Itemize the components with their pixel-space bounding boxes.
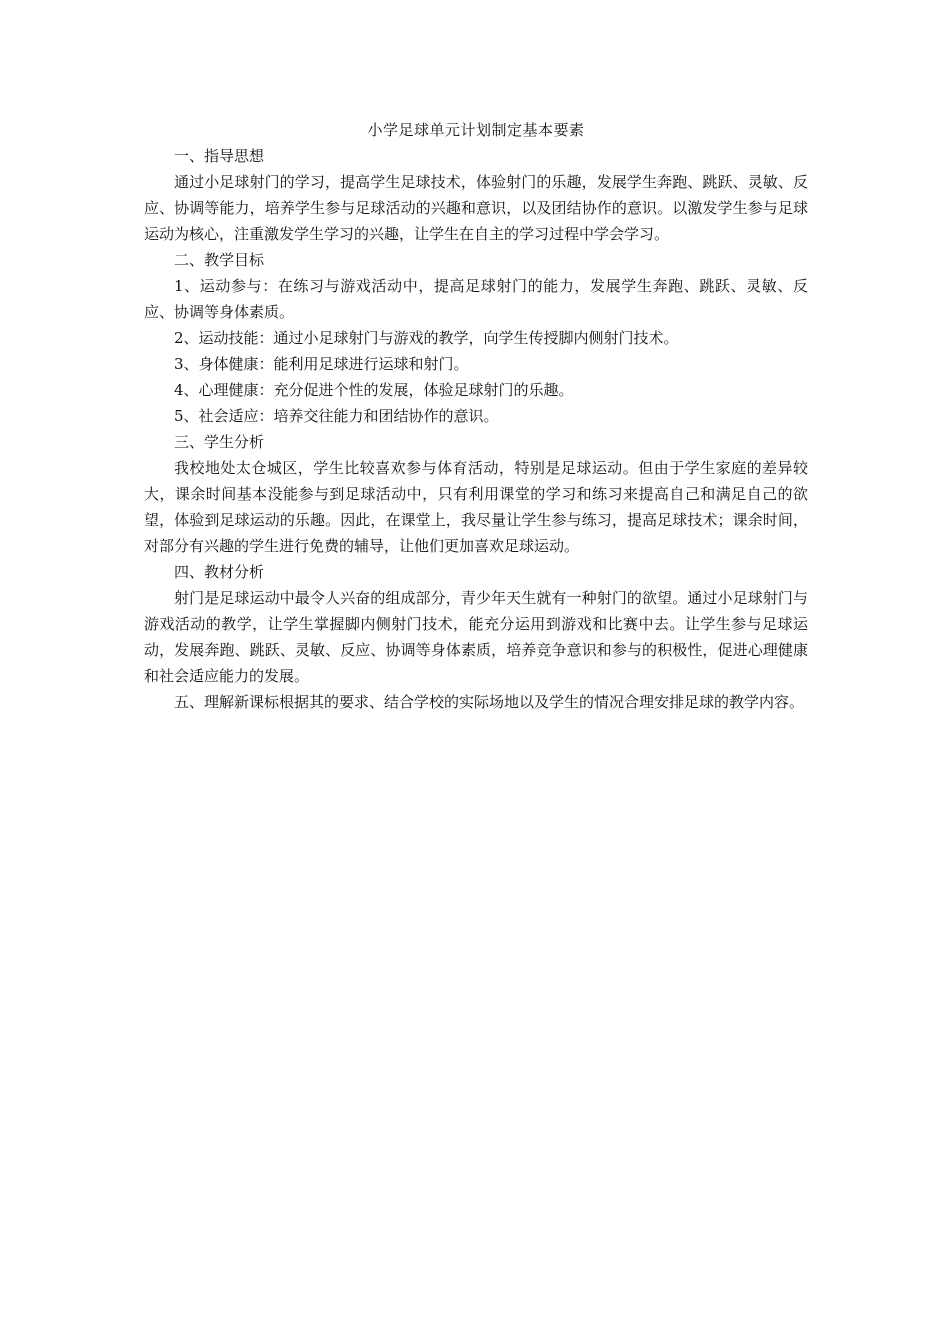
list-item: 5、社会适应：培养交往能力和团结协作的意识。 [174, 407, 499, 425]
section-heading: 二、教学目标 [174, 251, 265, 269]
list-item: 3、身体健康：能利用足球进行运球和射门。 [174, 355, 469, 373]
list-item: 1、运动参与：在练习与游戏活动中，提高足球射门的能力，发展学生奔跑、跳跃、灵敏、反应、协调等身体素质。 [144, 277, 808, 321]
paragraph: 通过小足球射门的学习，提高学生足球技术，体验射门的乐趣，发展学生奔跑、跳跃、灵敏、反应、协调等能力，培养学生参与足球活动的兴趣和意识，以及团结协作的意识。以激发学生参与足球运动为核心，注重激发学生学习的兴趣，让学生在自主的学习过程中学会学习。 [144, 173, 808, 243]
document-body [144, 117, 808, 715]
list-item: 4、心理健康：充分促进个性的发展，体验足球射门的乐趣。 [174, 381, 574, 399]
list-item: 2、运动技能：通过小足球射门与游戏的教学，向学生传授脚内侧射门技术。 [174, 329, 679, 347]
section-heading: 四、教材分析 [174, 563, 265, 581]
paragraph: 五、理解新课标根据其的要求、结合学校的实际场地以及学生的情况合理安排足球的教学内容。 [174, 693, 805, 711]
paragraph: 射门是足球运动中最令人兴奋的组成部分，青少年天生就有一种射门的欲望。通过小足球射门与游戏活动的教学，让学生掌握脚内侧射门技术，能充分运用到游戏和比赛中去。让学生参与足球运动，发展奔跑、跳跃、灵敏、反应、协调等身体素质，培养竞争意识和参与的积极性，促进心理健康和社会适应能力的发展。 [144, 589, 808, 685]
section-heading: 三、学生分析 [174, 433, 265, 451]
paragraph: 我校地处太仓城区，学生比较喜欢参与体育活动，特别是足球运动。但由于学生家庭的差异较大，课余时间基本没能参与到足球活动中，只有利用课堂的学习和练习来提高自己和满足自己的欲望，体验到足球运动的乐趣。因此，在课堂上，我尽量让学生参与练习，提高足球技术；课余时间，对部分有兴趣的学生进行免费的辅导，让他们更加喜欢足球运动。 [144, 459, 808, 555]
document-title: 小学足球单元计划制定基本要素 [367, 121, 585, 139]
section-heading: 一、指导思想 [174, 147, 265, 165]
